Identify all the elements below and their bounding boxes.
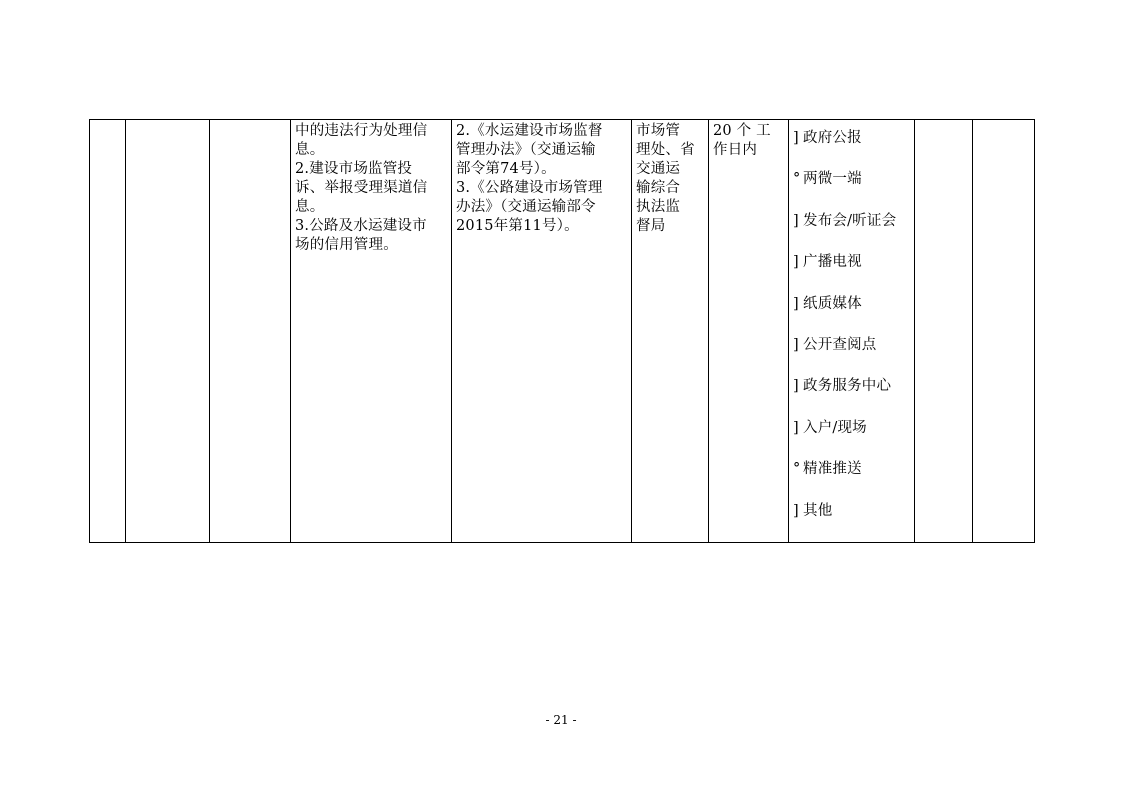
channel-item [793,377,910,396]
channel-label: 公开查阅点 [803,336,877,353]
channel-label: 纸质媒体 [803,295,862,312]
basis-line: 部令第74号）。 [456,161,556,177]
checkbox-mark-icon: ] [793,212,799,229]
empty-cell-3 [210,120,291,543]
checkbox-mark-icon: ° [793,461,801,478]
checkbox-mark-icon: ] [793,295,799,312]
channel-item [793,129,910,148]
content-line: 2.建设市场监管投 [295,161,413,177]
content-line: 息。 [295,142,325,158]
agency-line: 督局 [636,218,666,234]
content-line: 诉、举报受理渠道信 [295,180,428,196]
agency-line: 交通运 [636,161,681,177]
agency-line: 执法监 [636,199,681,215]
basis-line: 管理办法》（交通运输 [456,142,596,158]
channel-label: 入户/现场 [803,419,867,436]
basis-line: 2015年第11号）。 [456,218,579,234]
channel-item [793,502,910,521]
channel-label: 政府公报 [803,130,862,146]
time-line: 20 个 工 [713,123,771,139]
channel-item [793,253,910,272]
channel-label: 发布会/听证会 [803,212,897,229]
checkbox-mark-icon: ] [793,254,799,271]
channel-item [793,419,910,438]
channel-item [793,212,910,231]
checkbox-mark-icon: ] [793,336,799,353]
channel-label: 广播电视 [803,254,862,271]
empty-cell-2 [126,120,210,543]
channel-item [793,336,910,355]
channel-label: 政务服务中心 [803,378,892,395]
agency-line: 市场管 [636,123,681,139]
basis-line: 2.《水运建设市场监督 [456,123,603,139]
channel-label: 两微一端 [803,171,862,188]
disclosure-content-cell [291,120,452,543]
agency-line: 输综合 [636,180,681,196]
channel-label: 精准推送 [803,461,862,478]
channel-label: 其他 [803,502,833,519]
disclosure-table [89,119,1035,543]
legal-basis-cell [452,120,632,543]
basis-line: 3.《公路建设市场管理 [456,180,603,196]
agency-line: 理处、省 [636,142,695,158]
channel-item [793,295,910,314]
content-line: 3.公路及水运建设市 [295,218,427,234]
content-line: 中的违法行为处理信 [295,123,428,139]
channel-item [793,460,910,479]
empty-cell-9 [915,120,973,543]
checkbox-mark-icon: ] [793,502,799,519]
empty-cell-10 [973,120,1035,543]
content-line: 场的信用管理。 [295,237,398,253]
channels-cell [789,120,915,543]
checkbox-mark-icon: ° [793,171,801,188]
time-line: 作日内 [713,142,758,158]
basis-line: 办法》（交通运输部令 [456,199,596,215]
responsible-agency-cell [632,120,709,543]
channel-item [793,170,910,189]
content-line: 息。 [295,199,325,215]
checkbox-mark-icon: ] [793,378,799,395]
page-number: - 21 - [545,713,577,727]
checkbox-mark-icon: ] [793,130,799,146]
checkbox-mark-icon: ] [793,419,799,436]
empty-cell-1 [90,120,126,543]
table-row [90,120,1035,543]
time-limit-cell [709,120,789,543]
